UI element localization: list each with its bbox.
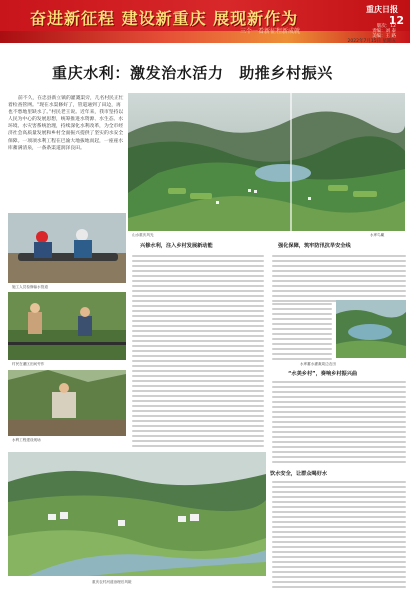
body-column-2-bottom: [272, 478, 406, 598]
photo-caption: 村民在灌区田间劳作: [12, 362, 45, 366]
photo-caption: 水利工程建设现场: [12, 438, 41, 442]
issue-date: 2022年7月15日 星期五: [347, 39, 396, 44]
meta-line: 美编：王 路: [372, 34, 396, 39]
section-heading: “水美乡村”，奏响乡村振兴曲: [288, 371, 358, 377]
photo-caption: 施工人员检修输水管道: [12, 285, 48, 289]
article-headline: 重庆水利：激发治水活力 助推乡村振兴: [52, 64, 333, 82]
photo-caption: 山水重庆风光: [132, 233, 154, 237]
photo-caption: 重庆农村河道治理后风貌: [92, 580, 132, 584]
article-lead: 前不久，在忠县新立镇的灌溉渠旁，几名村民正忙着检查管网。“现在水渠修好了，管道通到了田边，再也不愁地里缺水了。”村民老王说。近年来，我市坚持以人民为中心的发展思想，统筹推进水资源、水生态、水环境、水灾害系统治理，持续深化水利改革，为全市经济社会高质量发展和乡村全面振兴提供了坚实的水安全保障。一项项水利工程在巴渝大地拔地而起，一座座水库蓄满清泉，一条条渠道润泽良田。: [8, 96, 124, 151]
banner-title: 奋进新征程 建设新重庆 展现新作为: [30, 9, 299, 28]
worker-pipe-photo: [8, 213, 126, 283]
masthead-banner: [0, 0, 410, 43]
river-village-photo: [8, 452, 266, 576]
photo-caption: 水库鸟瞰: [370, 233, 385, 237]
photo-caption: 水库蓄水灌溉周边农田: [300, 362, 336, 366]
farmer-field-photo: [8, 292, 126, 360]
section-heading: 兴修水利，注入乡村发展新动能: [140, 243, 213, 249]
meta-line: 责编：刘 泰: [372, 29, 396, 34]
section-heading: 饮水安全，让群众喝好水: [270, 471, 328, 477]
body-column-1: [132, 252, 264, 450]
reservoir-photo: [336, 300, 406, 358]
body-column-2-lower: [272, 378, 406, 468]
paper-brand: 重庆日报: [366, 5, 398, 14]
section-heading: 强化保障，筑牢防汛抗旱安全线: [278, 243, 351, 249]
banner-subtitle: 三个一看新征程新成就: [240, 28, 301, 35]
meta-line: 版次：12: [376, 24, 396, 29]
page-number: 12: [388, 14, 404, 27]
construction-photo: [8, 370, 126, 436]
hero-landscape-photo: [128, 93, 405, 231]
body-column-2-top: [272, 252, 406, 304]
body-column-2-mid: [272, 300, 332, 366]
